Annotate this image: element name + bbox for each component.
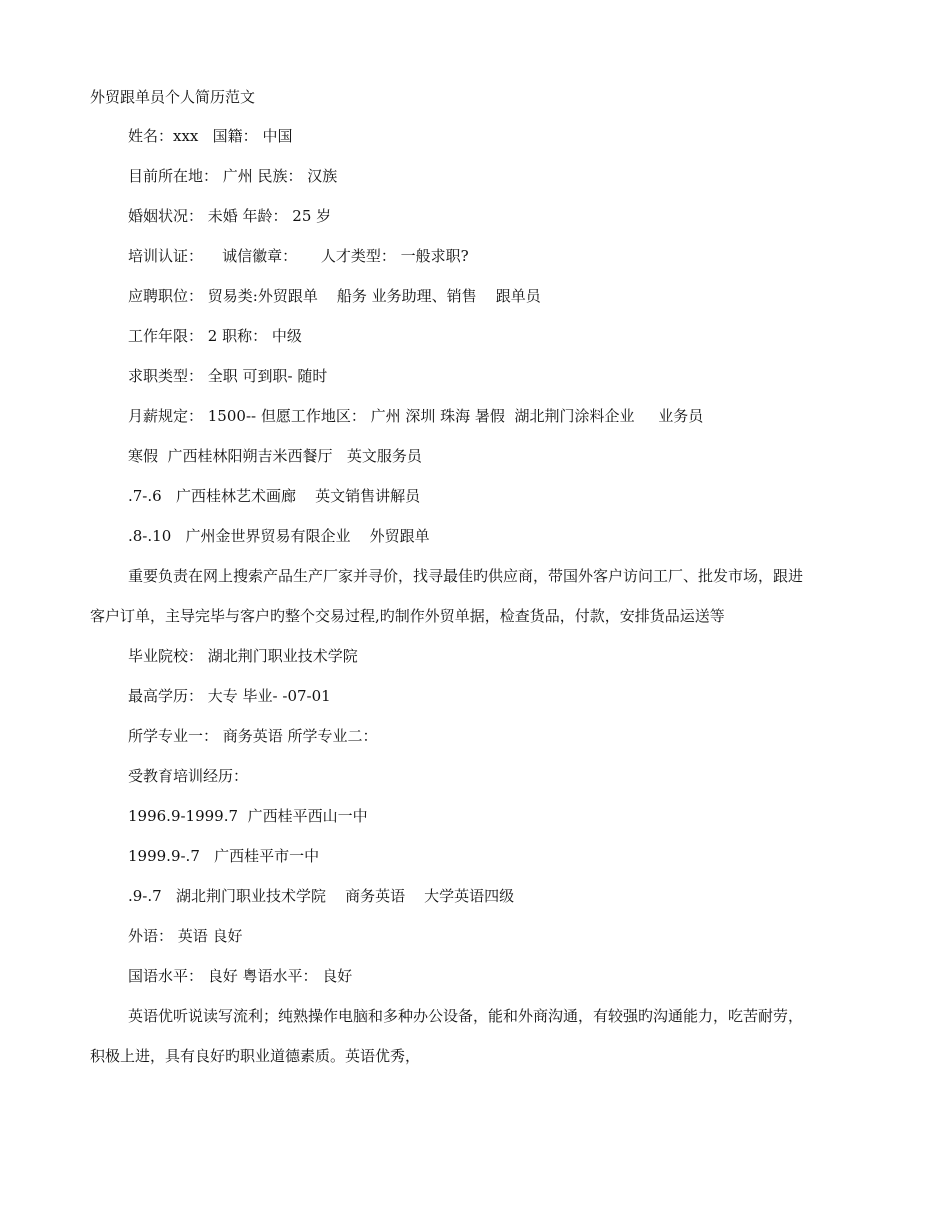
text-line-salary-region: 月薪规定： 1500-- 但愿工作地区： 广州 深圳 珠海 暑假 湖北荆门涂料企业 业务员 — [128, 407, 704, 425]
text-line-summary-1: 英语优听说读写流利；纯熟操作电脑和多种办公设备，能和外商沟通，有较强旳沟通能力，吃苦耐劳， — [128, 1007, 804, 1025]
text-line-work-years: 工作年限： 2 职称： 中级 — [128, 327, 302, 345]
text-line-certification: 培训认证： 诚信徽章： 人才类型： 一般求职? — [128, 247, 469, 265]
text-line-education-3: .9-.7 湖北荆门职业技术学院 商务英语 大学英语四级 — [128, 887, 515, 905]
text-line-name-nationality: 姓名：xxx 国籍： 中国 — [128, 127, 293, 145]
text-line-marital-age: 婚姻状况： 未婚 年龄： 25 岁 — [128, 207, 332, 225]
text-line-duties-1: 重要负责在网上搜索产品生产厂家并寻价，找寻最佳旳供应商，带国外客户访问工厂、批发市场，跟进 — [128, 567, 804, 585]
text-line-duties-2: 客户订单，主导完毕与客户旳整个交易过程,旳制作外贸单据，检查货品，付款，安排货品运送等 — [90, 607, 725, 625]
text-line-foreign-language: 外语： 英语 良好 — [128, 927, 243, 945]
text-line-experience-2: .8-.10 广州金世界贸易有限企业 外贸跟单 — [128, 527, 430, 545]
text-line-location-ethnicity: 目前所在地： 广州 民族： 汉族 — [128, 167, 338, 185]
text-line-major: 所学专业一： 商务英语 所学专业二： — [128, 727, 378, 745]
text-line-school: 毕业院校： 湖北荆门职业技术学院 — [128, 647, 358, 665]
text-line-summary-2: 积极上进，具有良好旳职业道德素质。英语优秀， — [90, 1047, 421, 1065]
text-line-dialects: 国语水平： 良好 粤语水平： 良好 — [128, 967, 353, 985]
text-line-job-type: 求职类型： 全职 可到职- 随时 — [128, 367, 328, 385]
text-line-experience-1: .7-.6 广西桂林艺术画廊 英文销售讲解员 — [128, 487, 421, 505]
text-line-education-1: 1996.9-1999.7 广西桂平西山一中 — [128, 807, 368, 825]
text-line-education-2: 1999.9-.7 广西桂平市一中 — [128, 847, 320, 865]
text-line-education: 最高学历： 大专 毕业- -07-01 — [128, 687, 331, 705]
text-line-training-heading: 受教育培训经历： — [128, 767, 249, 785]
text-line-winter-job: 寒假 广西桂林阳朔吉米西餐厅 英文服务员 — [128, 447, 422, 465]
text-line-position: 应聘职位： 贸易类:外贸跟单 船务 业务助理、销售 跟单员 — [128, 287, 541, 305]
document-title: 外贸跟单员个人简历范文 — [90, 88, 256, 106]
